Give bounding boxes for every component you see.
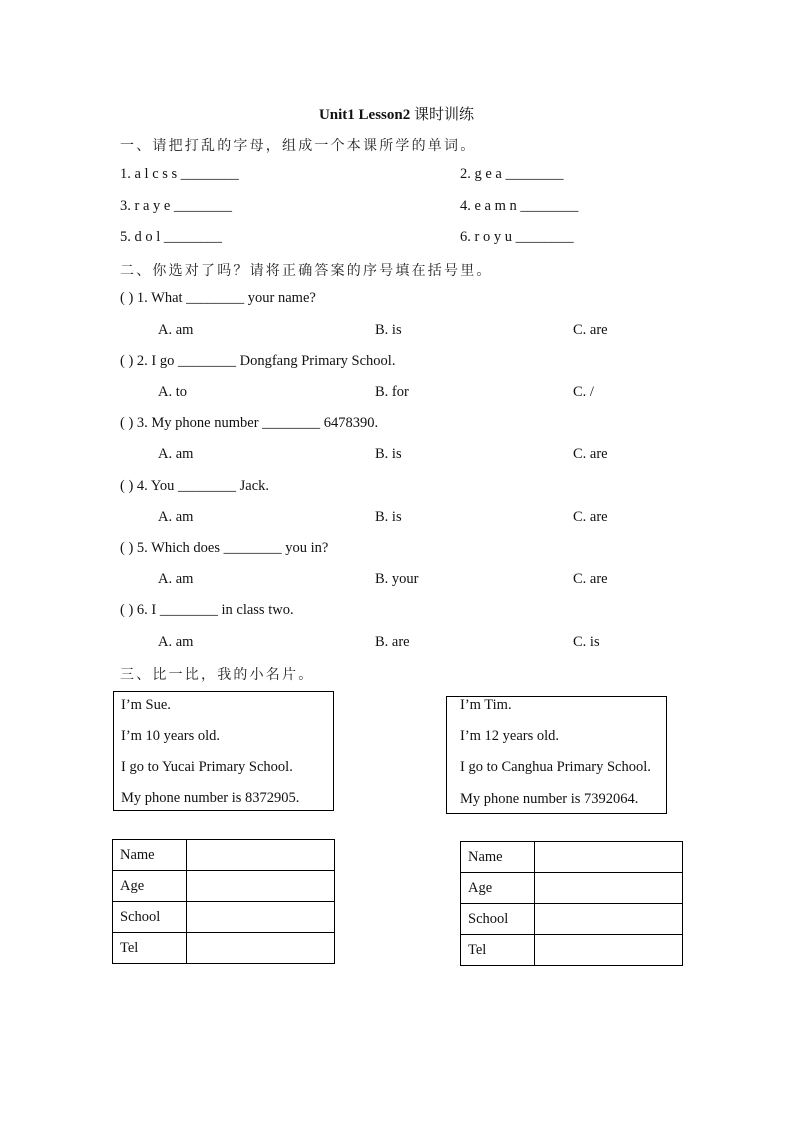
row-label: Age [113,871,187,902]
question-5-option-b: B. your [375,571,419,587]
unscramble-item-6: 6. r o y u ________ [460,229,574,245]
table-row [461,842,683,873]
title-cn: 课时训练 [414,107,475,123]
card-line: I’m 10 years old. [121,728,221,744]
row-label: School [113,902,187,933]
name-card-sue [113,691,334,811]
question-5-option-c: C. are [573,571,608,587]
unscramble-item-5: 5. d o l ________ [120,229,222,245]
unscramble-item-4: 4. e a m n ________ [460,198,579,214]
title-en: Unit1 Lesson2 [318,107,411,123]
table-row [113,933,335,964]
name-card-tim [446,696,667,814]
question-3-option-a: A. am [158,446,194,462]
question-6-option-c: C. is [573,634,600,650]
section3-heading: 三、比一比，我的小名片。 [120,668,315,683]
card-line: I go to Canghua Primary School. [460,759,651,775]
row-label: Name [461,842,535,873]
school-field[interactable] [187,902,335,933]
name-field[interactable] [187,840,335,871]
name-field[interactable] [535,842,683,873]
question-6-option-a: A. am [158,634,194,650]
question-1-option-c: C. are [573,322,608,338]
table-row [461,904,683,935]
question-2-option-a: A. to [158,384,187,400]
row-label: Name [113,840,187,871]
card-line: I go to Yucai Primary School. [121,759,293,775]
card-line: I’m Sue. [121,697,171,713]
info-table-right [460,841,683,966]
question-1-stem: ( ) 1. What ________ your name? [120,290,316,306]
question-4-option-a: A. am [158,509,194,525]
question-2-option-c: C. / [573,384,594,400]
section1-heading: 一、请把打乱的字母，组成一个本课所学的单词。 [120,139,477,154]
question-6-stem: ( ) 6. I ________ in class two. [120,602,294,618]
tel-field[interactable] [187,933,335,964]
card-line: My phone number is 8372905. [121,790,300,806]
card-line: I’m Tim. [460,697,512,713]
row-label: Tel [461,935,535,966]
question-4-stem: ( ) 4. You ________ Jack. [120,478,270,494]
table-row [113,902,335,933]
table-row [113,840,335,871]
unscramble-item-3: 3. r a y e ________ [120,198,232,214]
question-1-option-b: B. is [375,322,402,338]
question-4-option-b: B. is [375,509,402,525]
question-5-stem: ( ) 5. Which does ________ you in? [120,540,329,556]
row-label: School [461,904,535,935]
question-2-option-b: B. for [375,384,409,400]
info-table-left [112,839,335,964]
unscramble-item-2: 2. g e a ________ [460,166,564,182]
page-title [0,103,793,124]
question-3-stem: ( ) 3. My phone number ________ 6478390. [120,415,379,431]
row-label: Age [461,873,535,904]
question-6-option-b: B. are [375,634,410,650]
tel-field[interactable] [535,935,683,966]
school-field[interactable] [535,904,683,935]
age-field[interactable] [535,873,683,904]
row-label: Tel [113,933,187,964]
question-5-option-a: A. am [158,571,194,587]
question-2-stem: ( ) 2. I go ________ Dongfang Primary School. [120,353,396,369]
card-line: My phone number is 7392064. [460,791,639,807]
question-3-option-b: B. is [375,446,402,462]
table-row [113,871,335,902]
question-1-option-a: A. am [158,322,194,338]
table-row [461,935,683,966]
question-4-option-c: C. are [573,509,608,525]
card-line: I’m 12 years old. [460,728,560,744]
unscramble-item-1: 1. a l c s s ________ [120,166,239,182]
age-field[interactable] [187,871,335,902]
question-3-option-c: C. are [573,446,608,462]
table-row [461,873,683,904]
section2-heading: 二、你选对了吗？请将正确答案的序号填在括号里。 [120,264,493,279]
